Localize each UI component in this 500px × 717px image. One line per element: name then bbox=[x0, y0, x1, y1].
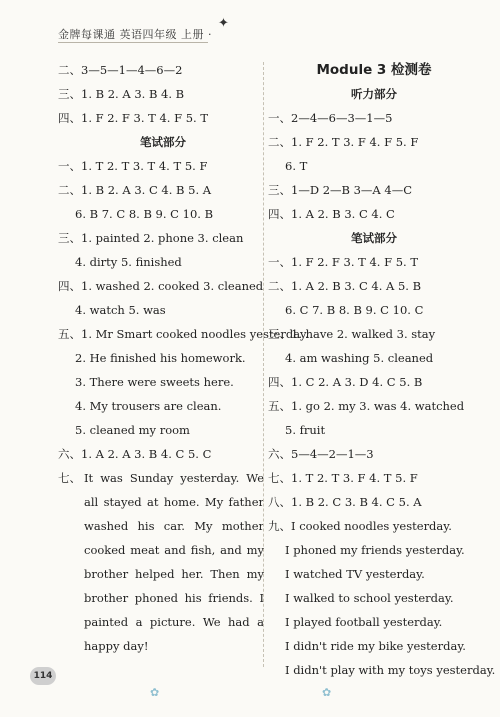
answer-line: I didn't play with my toys yesterday. bbox=[285, 663, 496, 677]
answer-line: 三、1. have 2. walked 3. stay bbox=[268, 327, 436, 341]
section-heading-written: 笔试部分 bbox=[351, 231, 397, 245]
answer-line: 4. am washing 5. cleaned bbox=[285, 351, 434, 365]
answer-line: 6. C 7. B 8. B 9. C 10. C bbox=[285, 303, 424, 317]
answer-line: 三、1. B 2. A 3. B 4. B bbox=[58, 87, 185, 101]
answer-line: 四、1. C 2. A 3. D 4. C 5. B bbox=[268, 375, 423, 389]
composition-answer bbox=[58, 466, 268, 658]
star-icon: ✦ bbox=[218, 16, 229, 31]
answer-line: 4. My trousers are clean. bbox=[75, 399, 222, 413]
answer-line: I phoned my friends yesterday. bbox=[285, 543, 465, 557]
answer-line: 一、2—4—6—3—1—5 bbox=[268, 111, 393, 125]
column-divider bbox=[263, 62, 264, 667]
answer-line: 3. There were sweets here. bbox=[75, 375, 234, 389]
right-column bbox=[268, 58, 496, 682]
page-header bbox=[22, 12, 482, 46]
answer-line: 4. dirty 5. finished bbox=[75, 255, 182, 269]
book-title: 金牌每课通 英语四年级 上册 · bbox=[58, 28, 212, 41]
module-title: Module 3 检测卷 bbox=[316, 62, 432, 78]
answer-line: I walked to school yesterday. bbox=[285, 591, 454, 605]
answer-line: 六、1. A 2. A 3. B 4. C 5. C bbox=[58, 447, 212, 461]
answer-line: 三、1—D 2—B 3—A 4—C bbox=[268, 183, 413, 197]
section-heading-written: 笔试部分 bbox=[140, 135, 186, 149]
answer-line: 九、I cooked noodles yesterday. bbox=[268, 519, 452, 533]
flower-icon: ✿ bbox=[322, 686, 332, 699]
answer-line: 二、1. B 2. A 3. C 4. B 5. A bbox=[58, 183, 212, 197]
answer-line: 5. fruit bbox=[285, 423, 326, 437]
answer-line: I didn't ride my bike yesterday. bbox=[285, 639, 466, 653]
header-rule bbox=[58, 42, 208, 43]
page-number: 114 bbox=[30, 667, 56, 685]
answer-line: I played football yesterday. bbox=[285, 615, 443, 629]
answer-line: 三、1. painted 2. phone 3. clean bbox=[58, 231, 244, 245]
composition-text: It was Sunday yesterday. We all stayed at home. My father washed his car. My mother cooked meat and fish, and my brother helped her. Then my brother phoned his friends. I painted a picture. We had a happy day! bbox=[84, 471, 264, 653]
section-heading-listening: 听力部分 bbox=[351, 87, 397, 101]
answer-line: 五、1. go 2. my 3. was 4. watched bbox=[268, 399, 465, 413]
answer-line: 4. watch 5. was bbox=[75, 303, 166, 317]
answer-line: 6. B 7. C 8. B 9. C 10. B bbox=[75, 207, 214, 221]
answer-line: 6. T bbox=[285, 159, 308, 173]
flower-icon: ✿ bbox=[150, 686, 160, 699]
answer-line: 七、1. T 2. T 3. F 4. T 5. F bbox=[268, 471, 418, 485]
answer-line: 四、1. A 2. B 3. C 4. C bbox=[268, 207, 395, 221]
answer-line: 2. He finished his homework. bbox=[75, 351, 246, 365]
answer-line: 四、1. washed 2. cooked 3. cleaned bbox=[58, 279, 264, 293]
answer-line: 二、1. A 2. B 3. C 4. A 5. B bbox=[268, 279, 422, 293]
answer-line: 二、3—5—1—4—6—2 bbox=[58, 63, 183, 77]
answer-line: 一、1. T 2. T 3. T 4. T 5. F bbox=[58, 159, 208, 173]
answer-line: 八、1. B 2. C 3. B 4. C 5. A bbox=[268, 495, 422, 509]
answer-line: 二、1. F 2. T 3. F 4. F 5. F bbox=[268, 135, 419, 149]
answer-line: 五、1. Mr Smart cooked noodles yesterday. bbox=[58, 327, 309, 341]
answer-line: I watched TV yesterday. bbox=[285, 567, 425, 581]
answer-line: 六、5—4—2—1—3 bbox=[268, 447, 374, 461]
answer-line: 5. cleaned my room bbox=[75, 423, 190, 437]
answer-line: 一、1. F 2. F 3. T 4. F 5. T bbox=[268, 255, 419, 269]
question-marker: 七、 bbox=[58, 471, 81, 485]
answer-line: 四、1. F 2. F 3. T 4. F 5. T bbox=[58, 111, 209, 125]
